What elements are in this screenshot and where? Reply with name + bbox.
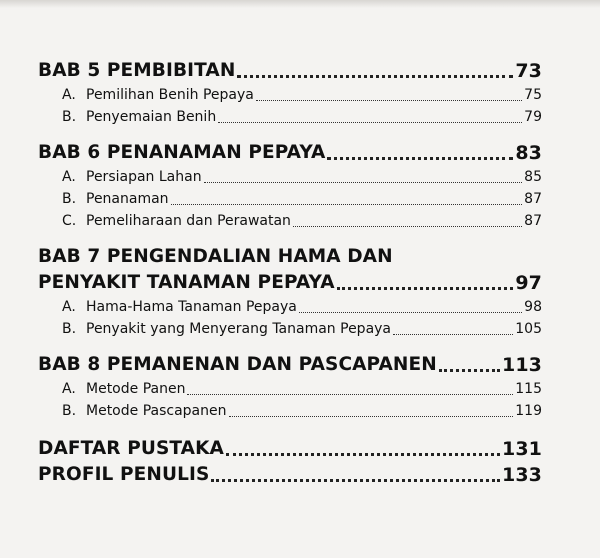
subsection-entry[interactable] [38, 188, 542, 210]
leader-dots [393, 334, 513, 335]
subsection-label [62, 166, 202, 188]
section-gap [38, 340, 542, 352]
chapter-entry[interactable] [38, 140, 542, 166]
subsection-page-number: 79 [524, 109, 542, 125]
chapter-page-number: 97 [515, 272, 542, 294]
chapter-title: BAB 8 PEMANENAN DAN PASCAPANEN [38, 354, 437, 375]
subsection-title: Penanaman [86, 191, 169, 207]
subsection-title: Hama-Hama Tanaman Pepaya [86, 299, 297, 315]
section-gap [38, 422, 542, 436]
subsection-page-number: 85 [524, 169, 542, 185]
subsection-entry[interactable] [38, 318, 542, 340]
subsection-entry[interactable] [38, 296, 542, 318]
subsection-label [62, 106, 216, 128]
chapter-entry[interactable] [38, 270, 542, 296]
subsection-page-number: 98 [524, 299, 542, 315]
subsection-title: Metode Panen [86, 381, 186, 397]
page-top-edge [0, 0, 600, 8]
leader-dots [204, 182, 523, 183]
chapter-title: PROFIL PENULIS [38, 464, 210, 485]
chapter-title: DAFTAR PUSTAKA [38, 438, 224, 459]
subsection-entry[interactable] [38, 378, 542, 400]
chapter-entry[interactable] [38, 436, 542, 462]
chapter-page-number: 133 [502, 464, 542, 486]
subsection-entry[interactable] [38, 84, 542, 106]
leader-dots [256, 100, 522, 101]
subsection-title: Penyakit yang Menyerang Tanaman Pepaya [86, 321, 392, 337]
chapter-title-line1: BAB 7 PENGENDALIAN HAMA DAN [38, 246, 393, 267]
chapter-page-number: 73 [515, 60, 542, 82]
subsection-title: Pemilihan Benih Pepaya [86, 87, 254, 103]
chapter-page-number: 83 [515, 142, 542, 164]
section-gap [38, 232, 542, 244]
subsection-page-number: 75 [524, 87, 542, 103]
subsection-letter: C. [62, 213, 77, 229]
subsection-letter: A. [62, 87, 76, 103]
subsection-entry[interactable] [38, 106, 542, 128]
subsection-label [62, 318, 391, 340]
subsection-title: Metode Pascapanen [86, 403, 227, 419]
subsection-page-number: 115 [515, 381, 542, 397]
leader-dots [226, 453, 500, 456]
subsection-label [62, 210, 291, 232]
chapter-entry[interactable] [38, 352, 542, 378]
subsection-entry[interactable] [38, 210, 542, 232]
leader-dots [218, 122, 522, 123]
section-gap [38, 128, 542, 140]
leader-dots [187, 394, 513, 395]
leader-dots [211, 479, 500, 482]
subsection-label [62, 378, 185, 400]
leader-dots [299, 312, 522, 313]
subsection-letter: B. [62, 109, 77, 125]
leader-dots [439, 369, 500, 372]
chapter-page-number: 113 [502, 354, 542, 376]
subsection-page-number: 87 [524, 213, 542, 229]
chapter-page-number: 131 [502, 438, 542, 460]
subsection-label [62, 400, 227, 422]
chapter-entry[interactable] [38, 58, 542, 84]
chapter-heading-line1 [38, 244, 542, 270]
subsection-letter: B. [62, 321, 77, 337]
leader-dots [237, 75, 513, 78]
leader-dots [327, 157, 513, 160]
subsection-page-number: 119 [515, 403, 542, 419]
subsection-label [62, 296, 297, 318]
subsection-entry[interactable] [38, 400, 542, 422]
subsection-page-number: 105 [515, 321, 542, 337]
table-of-contents [38, 58, 542, 488]
subsection-letter: B. [62, 403, 77, 419]
subsection-title: Persiapan Lahan [86, 169, 202, 185]
chapter-title: PENYAKIT TANAMAN PEPAYA [38, 272, 335, 293]
leader-dots [293, 226, 522, 227]
leader-dots [337, 287, 514, 290]
subsection-page-number: 87 [524, 191, 542, 207]
chapter-title: BAB 6 PENANAMAN PEPAYA [38, 142, 326, 163]
chapter-entry[interactable] [38, 462, 542, 488]
leader-dots [229, 416, 514, 417]
subsection-letter: B. [62, 191, 77, 207]
subsection-title: Pemeliharaan dan Perawatan [86, 213, 291, 229]
leader-dots [171, 204, 523, 205]
subsection-letter: A. [62, 169, 76, 185]
chapter-title: BAB 5 PEMBIBITAN [38, 60, 236, 81]
subsection-letter: A. [62, 381, 76, 397]
subsection-label [62, 188, 169, 210]
subsection-letter: A. [62, 299, 76, 315]
subsection-entry[interactable] [38, 166, 542, 188]
subsection-title: Penyemaian Benih [86, 109, 217, 125]
subsection-label [62, 84, 254, 106]
